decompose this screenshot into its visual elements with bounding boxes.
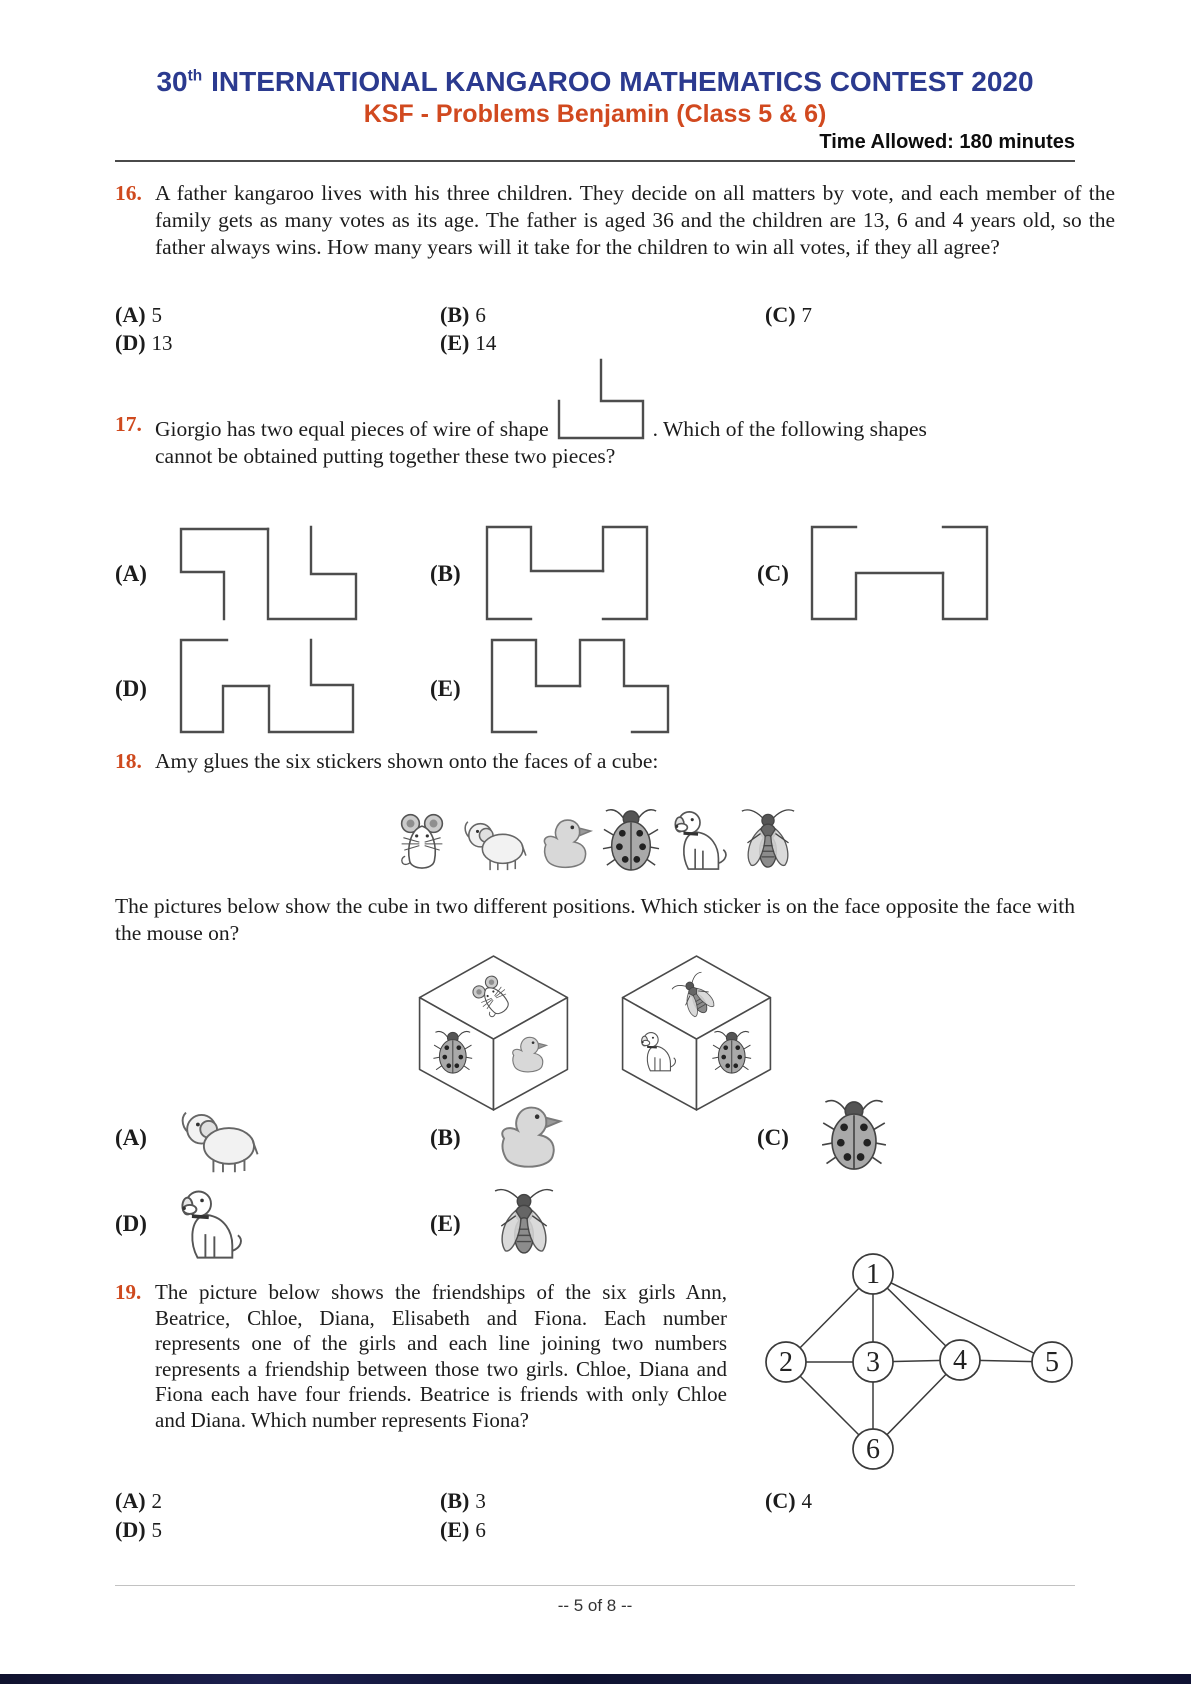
footer-divider <box>115 1585 1075 1586</box>
sticker-strip <box>115 800 1075 874</box>
svg-text:1: 1 <box>866 1259 880 1290</box>
q17-option-c-label: (C) <box>757 561 789 586</box>
duck-icon <box>536 810 594 874</box>
question-18-body: The pictures below show the cube in two different positions. Which sticker is on the face opposite the face with the mouse on? <box>115 894 1075 945</box>
q18-options-row-1 <box>115 1095 1075 1183</box>
q16-option-d: (D) 13 <box>115 330 173 355</box>
q17-shapes-row-2 <box>115 638 1075 743</box>
question-18 <box>115 748 1115 775</box>
cube-position-2 <box>609 950 784 1112</box>
question-16-number: 16. <box>115 181 142 205</box>
contest-subtitle: KSF - Problems Benjamin (Class 5 & 6) <box>363 100 827 128</box>
q17-shape-e <box>490 638 672 734</box>
cube-figures <box>115 950 1075 1115</box>
q19-option-c: (C) 4 <box>765 1488 813 1513</box>
header-divider <box>115 160 1075 162</box>
time-allowed: Time Allowed: 180 minutes <box>819 131 1075 153</box>
q18-option-c-label: (C) <box>757 1125 789 1150</box>
question-17-text-before: Giorgio has two equal pieces of wire of shape <box>155 417 549 441</box>
friendship-graph <box>752 1246 1088 1474</box>
question-17-number: 17. <box>115 412 142 436</box>
cube-position-1 <box>406 950 581 1112</box>
q17-option-b-label: (B) <box>430 561 461 586</box>
q17-shape-a <box>179 525 358 621</box>
title-text: INTERNATIONAL KANGAROO MATHEMATICS CONTEST 2020 <box>211 66 1034 97</box>
q16-options-row-2 <box>115 330 1075 360</box>
q19-option-e: (E) 6 <box>440 1517 486 1542</box>
q16-option-a: (A) 5 <box>115 302 163 327</box>
question-16-text: A father kangaroo lives with his three children. They decide on all matters by vote, and each member of the family gets as many votes as its age. The father is aged 36 and the children are 13, 6 and 4 years old, so the father always wins. How many years will it take for the children to win all votes, if they all agree? <box>155 181 1115 259</box>
q18-option-e-label: (E) <box>430 1211 461 1236</box>
elephant-icon <box>173 1103 261 1177</box>
q17-shape-d <box>179 638 355 734</box>
fly-icon <box>493 1187 555 1261</box>
question-17 <box>115 358 1115 470</box>
question-19-number: 19. <box>115 1280 142 1304</box>
question-16 <box>115 180 1115 261</box>
ladybug-icon <box>821 1095 887 1175</box>
mouse-icon <box>394 812 450 874</box>
question-17-text-after: . Which of the following shapes <box>652 417 927 441</box>
page-number: -- 5 of 8 -- <box>557 1596 633 1615</box>
q19-option-d: (D) 5 <box>115 1517 163 1542</box>
fly-icon <box>740 808 796 874</box>
dog-icon <box>173 1187 249 1261</box>
bottom-edge-bar <box>0 1674 1191 1684</box>
contest-title <box>115 66 1075 98</box>
q16-option-c: (C) 7 <box>765 302 813 327</box>
svg-text:6: 6 <box>866 1434 880 1465</box>
dog-icon <box>668 806 732 874</box>
graph-edges <box>786 1274 1052 1449</box>
svg-text:4: 4 <box>953 1345 967 1376</box>
q19-options-row-2 <box>115 1517 1075 1547</box>
elephant-icon <box>458 814 528 874</box>
q17-shape-b <box>485 525 649 621</box>
q16-option-e: (E) 14 <box>440 330 497 355</box>
svg-text:5: 5 <box>1045 1347 1059 1378</box>
svg-text:2: 2 <box>779 1347 793 1378</box>
q17-option-e-label: (E) <box>430 676 461 701</box>
q19-option-a: (A) 2 <box>115 1488 163 1513</box>
q16-option-b: (B) 6 <box>440 302 486 327</box>
duck-icon <box>493 1095 563 1175</box>
q18-option-d-label: (D) <box>115 1211 147 1236</box>
q17-shape-c <box>810 525 989 621</box>
q18-option-b-label: (B) <box>430 1125 461 1150</box>
q17-shapes-row-1 <box>115 525 1075 630</box>
svg-text:3: 3 <box>866 1347 880 1378</box>
question-19-text: The picture below shows the friendships of the six girls Ann, Beatrice, Chloe, Diana, Elisabeth and Fiona. Each number represents one of the girls and each line joining two numbers represents a friendship between those two girls. Chloe, Diana and Fiona each have four friends. Beatrice is friends with only Chloe and Diana. Which number represents Fiona? <box>155 1280 727 1432</box>
title-number: 30 <box>156 66 188 97</box>
q17-option-d-label: (D) <box>115 676 147 701</box>
q18-option-a-label: (A) <box>115 1125 147 1150</box>
q19-option-b: (B) 3 <box>440 1488 486 1513</box>
ladybug-icon <box>602 806 660 874</box>
q19-options-row-1 <box>115 1488 1075 1518</box>
q16-options-row-1 <box>115 302 1075 332</box>
question-19 <box>115 1280 727 1433</box>
title-ordinal-sup: th <box>187 67 203 85</box>
q17-option-a-label: (A) <box>115 561 147 586</box>
l-step-wire-icon <box>557 358 645 440</box>
question-18-intro: Amy glues the six stickers shown onto the faces of a cube: <box>155 749 659 773</box>
question-17-text-line2: cannot be obtained putting together these two pieces? <box>155 444 616 468</box>
question-18-number: 18. <box>115 749 142 773</box>
